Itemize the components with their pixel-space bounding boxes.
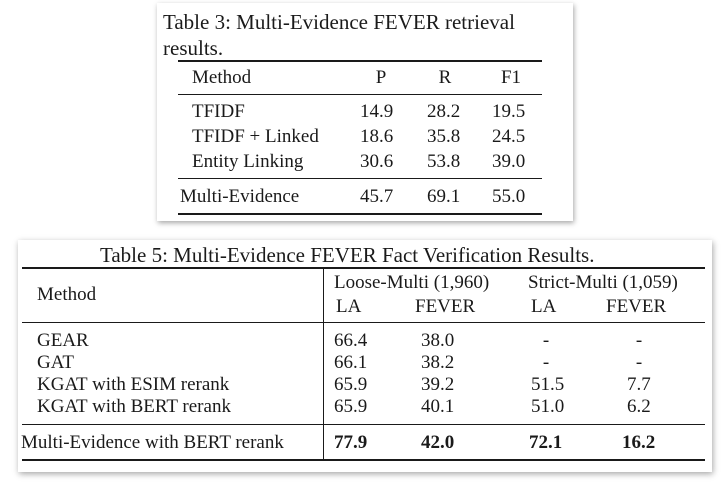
table5-sub-la-1: LA xyxy=(336,296,362,317)
table5-bottom-rule xyxy=(22,459,705,461)
table5-row4-fever1: 40.1 xyxy=(421,396,455,417)
table5-group-strict: Strict-Multi (1,059) xyxy=(528,272,678,293)
table5-row2-la1: 66.1 xyxy=(334,352,368,373)
table5-sub-la-2: LA xyxy=(531,296,557,317)
table3-header-method: Method xyxy=(192,67,252,88)
table5-row4-la2: 51.0 xyxy=(531,396,565,417)
table5-sub-fever-2: FEVER xyxy=(606,296,667,317)
table3-header-p: P xyxy=(375,67,387,88)
table5-row1-fever2: - xyxy=(635,330,643,351)
table5-final-fever2: 16.2 xyxy=(622,432,656,453)
table5-mid-rule xyxy=(22,424,705,425)
table5-row1-fever1: 38.0 xyxy=(421,330,455,351)
table3-top-rule xyxy=(178,60,542,62)
table5-row3-fever2: 7.7 xyxy=(627,374,651,395)
table3-row2-f1: 24.5 xyxy=(492,126,526,147)
table5-row4-la1: 65.9 xyxy=(334,396,368,417)
table3-mid-rule xyxy=(178,178,542,179)
table5-row2-fever2: - xyxy=(635,352,643,373)
table3-final-p: 45.7 xyxy=(360,186,394,207)
table3-row1-r: 28.2 xyxy=(427,101,461,122)
table3-panel xyxy=(157,3,573,221)
table5-final-la1: 77.9 xyxy=(334,432,368,453)
table5-final-method: Multi-Evidence with BERT rerank xyxy=(21,432,284,453)
table5-row3-method: KGAT with ESIM rerank xyxy=(37,374,230,395)
table5-row3-la2: 51.5 xyxy=(531,374,565,395)
table5-header-rule xyxy=(22,322,705,323)
table5-row2-fever1: 38.2 xyxy=(421,352,455,373)
table5-final-la2: 72.1 xyxy=(529,432,563,453)
table3-row2-method: TFIDF + Linked xyxy=(192,126,319,147)
table3-row1-p: 14.9 xyxy=(360,101,394,122)
table3-row3-method: Entity Linking xyxy=(192,151,304,172)
table5-row2-method: GAT xyxy=(37,352,74,373)
table3-row2-p: 18.6 xyxy=(360,126,394,147)
table5-top-rule xyxy=(22,267,705,269)
table3-header-f1: F1 xyxy=(500,67,522,88)
table3-row2-r: 35.8 xyxy=(427,126,461,147)
table5-sub-fever-1: FEVER xyxy=(415,296,476,317)
table3-header-r: R xyxy=(438,67,452,88)
table5-row1-la1: 66.4 xyxy=(334,330,368,351)
table3-final-method: Multi-Evidence xyxy=(180,186,300,207)
table5-panel xyxy=(18,240,712,472)
table3-final-r: 69.1 xyxy=(427,186,461,207)
table3-row1-f1: 19.5 xyxy=(492,101,526,122)
table5-vsep-header xyxy=(323,269,324,322)
table5-vsep-final xyxy=(323,425,324,459)
table5-vsep-body xyxy=(323,323,324,424)
table5-row4-fever2: 6.2 xyxy=(627,396,651,417)
table5-header-method: Method xyxy=(37,284,97,305)
table5-row1-la2: - xyxy=(542,330,550,351)
table5-row3-fever1: 39.2 xyxy=(421,374,455,395)
table5-caption: Table 5: Multi-Evidence FEVER Fact Verification Results. xyxy=(100,243,595,267)
table3-caption-line1: Table 3: Multi-Evidence FEVER retrieval xyxy=(163,10,515,34)
table3-final-f1: 55.0 xyxy=(492,186,526,207)
table5-row3-la1: 65.9 xyxy=(334,374,368,395)
table3-row3-p: 30.6 xyxy=(360,151,394,172)
table5-row1-method: GEAR xyxy=(37,330,89,351)
table3-header-rule xyxy=(178,94,542,95)
table3-caption-line2: results. xyxy=(163,36,224,60)
table5-row2-la2: - xyxy=(542,352,550,373)
table3-row3-f1: 39.0 xyxy=(492,151,526,172)
table5-row4-method: KGAT with BERT rerank xyxy=(37,396,231,417)
table5-group-loose: Loose-Multi (1,960) xyxy=(334,272,490,293)
table3-bottom-rule xyxy=(178,213,542,215)
table3-row1-method: TFIDF xyxy=(192,101,245,122)
table5-final-fever1: 42.0 xyxy=(421,432,455,453)
table3-row3-r: 53.8 xyxy=(427,151,461,172)
